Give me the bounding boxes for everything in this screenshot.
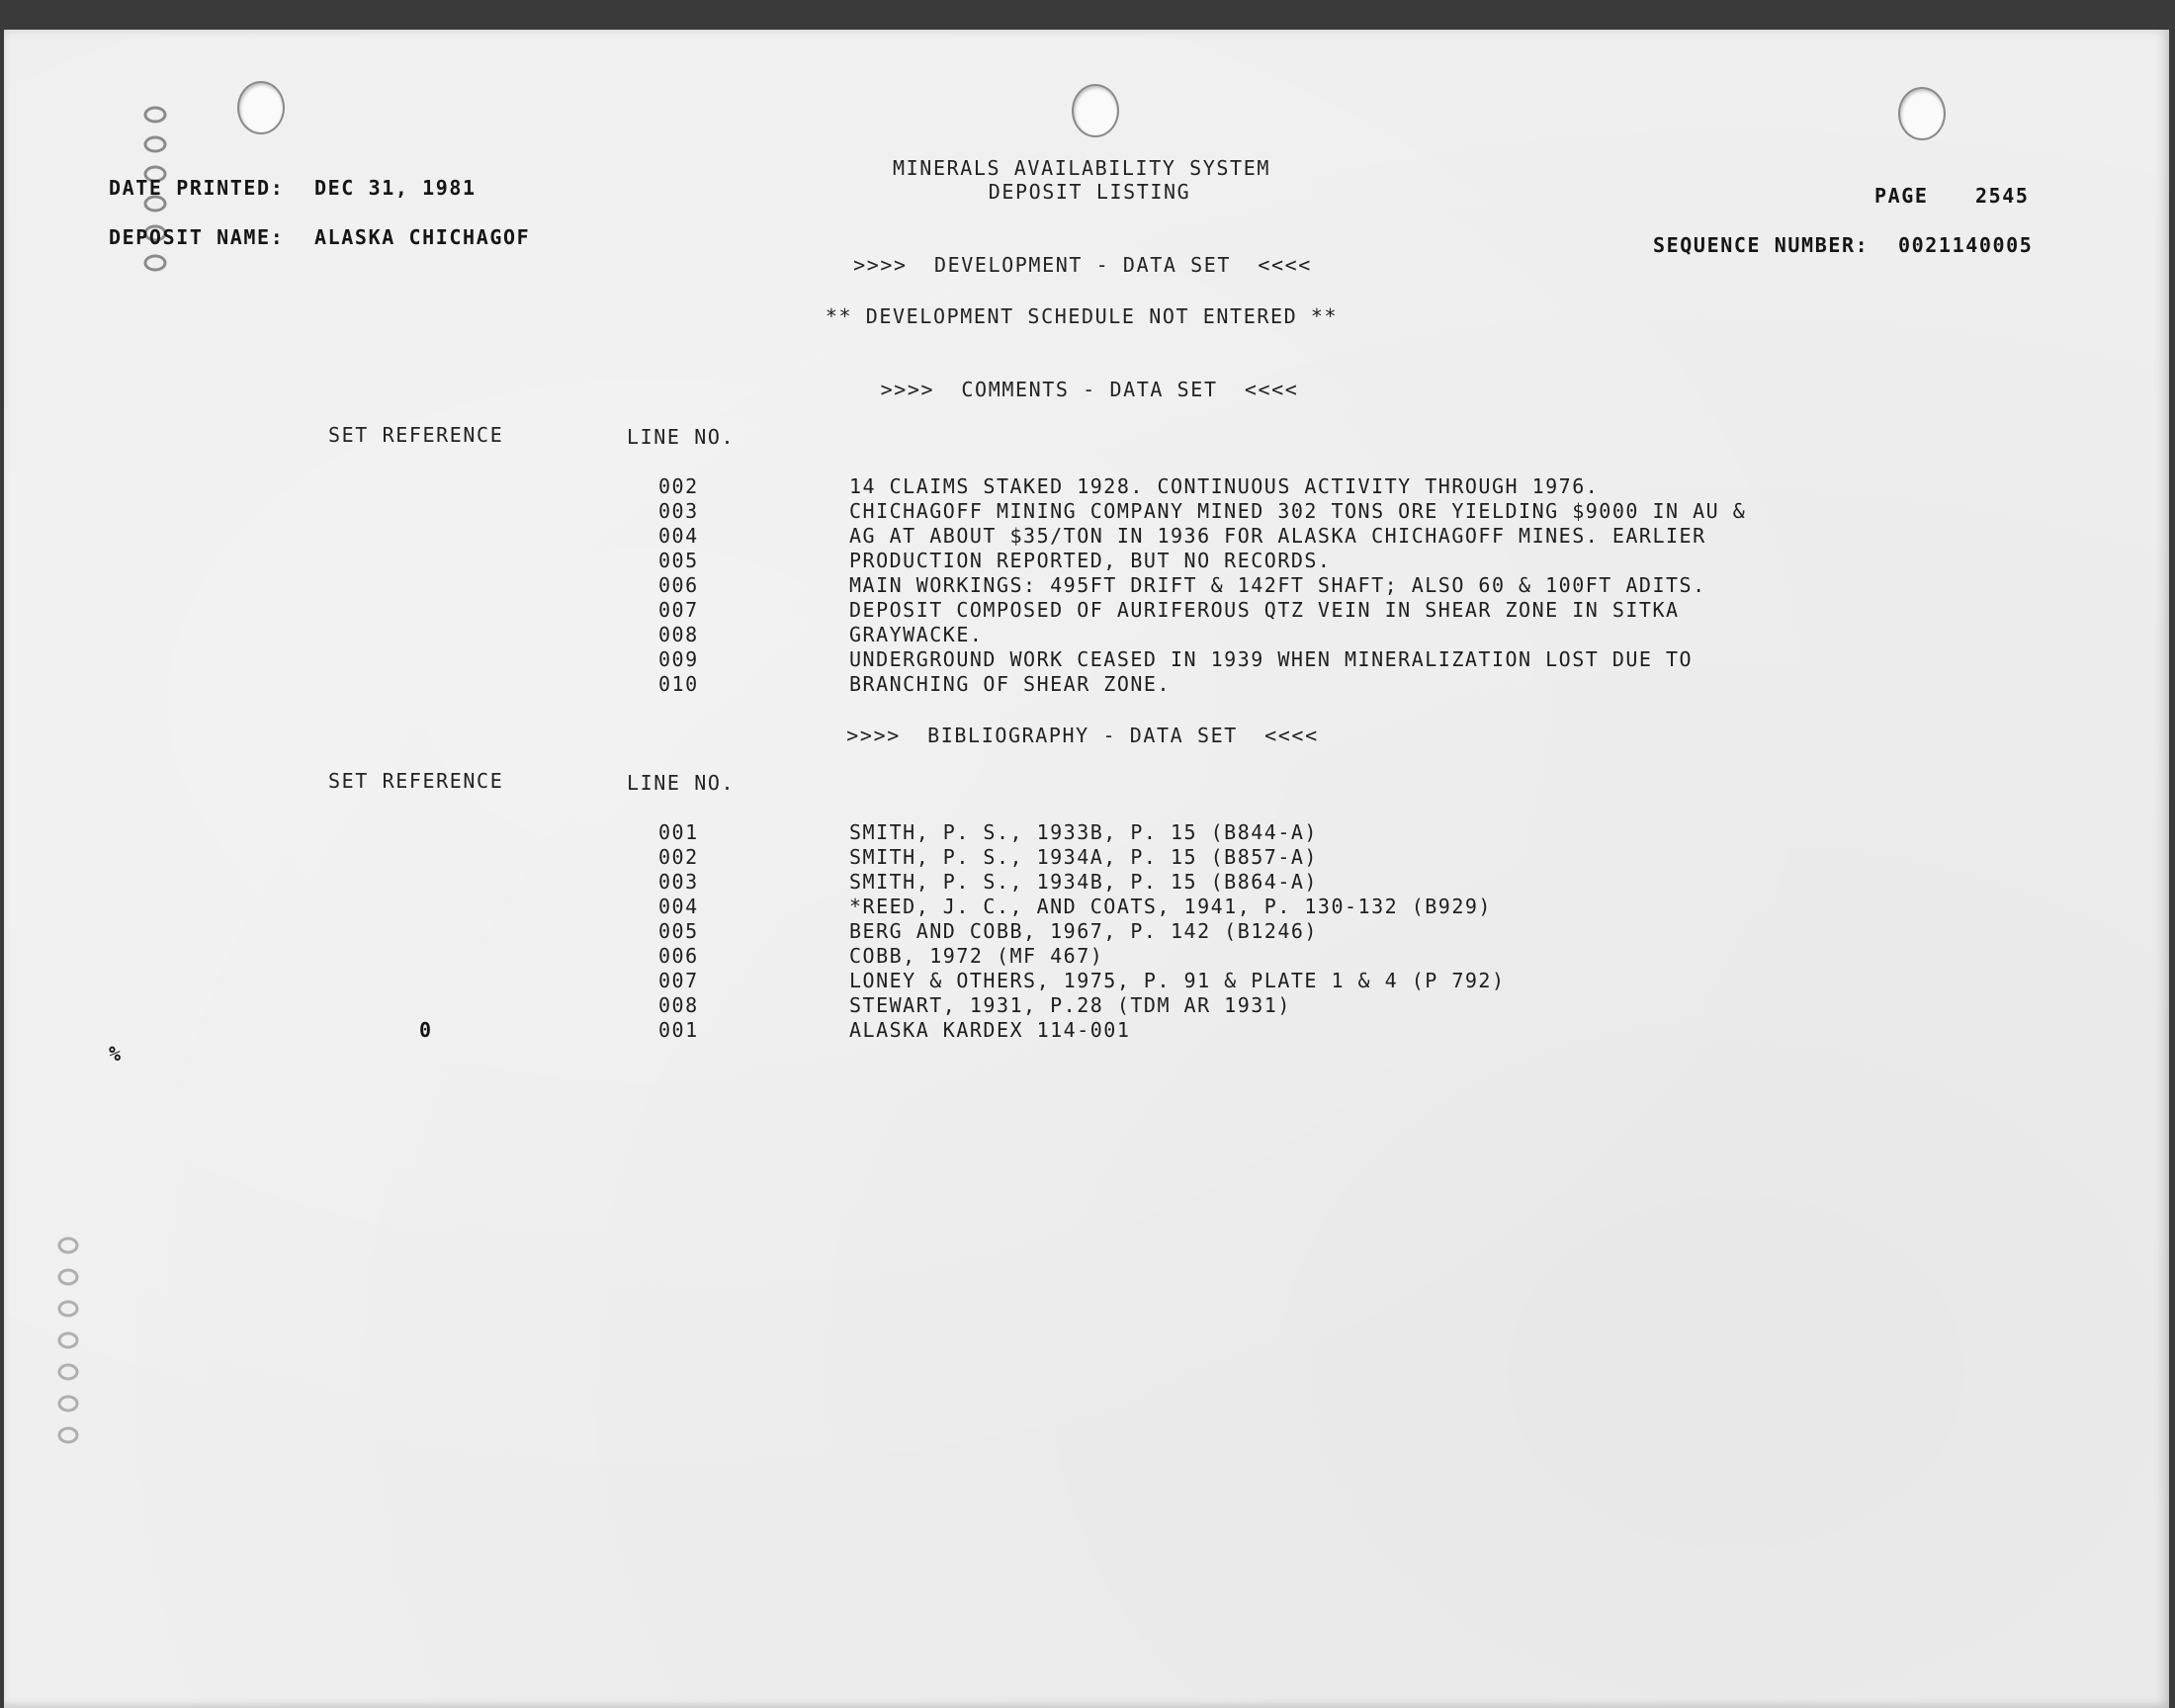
comment-text: AG AT ABOUT $35/TON IN 1936 FOR ALASKA CHICHAGOFF MINES. EARLIER: [849, 524, 1706, 548]
comment-text: UNDERGROUND WORK CEASED IN 1939 WHEN MINERALIZATION LOST DUE TO: [849, 647, 1694, 671]
binder-hole-right: [1898, 87, 1946, 140]
line-number: 009: [658, 647, 699, 671]
comment-text: BRANCHING OF SHEAR ZONE.: [849, 672, 1171, 696]
line-number: 002: [658, 474, 699, 498]
citation-text: *REED, J. C., AND COATS, 1941, P. 130-132 (B929): [849, 895, 1492, 918]
margin-stamp-bottom: [51, 1216, 85, 1463]
line-number: 010: [658, 672, 699, 696]
citation-text: SMITH, P. S., 1933B, P. 15 (B844-A): [849, 820, 1318, 844]
comments-heading: >>>> COMMENTS - DATA SET <<<<: [880, 378, 1299, 401]
line-number: 003: [658, 870, 699, 894]
line-number: 008: [658, 993, 699, 1017]
binder-hole-center: [1072, 84, 1119, 137]
comment-text: MAIN WORKINGS: 495FT DRIFT & 142FT SHAFT; ALSO 60 & 100FT ADITS.: [849, 573, 1706, 597]
comments-col-set-reference: SET REFERENCE: [328, 423, 504, 447]
line-number: 007: [658, 969, 699, 992]
comments-col-line-no: LINE NO.: [627, 425, 736, 449]
bibliography-heading: >>>> BIBLIOGRAPHY - DATA SET <<<<: [846, 724, 1319, 747]
line-number: 007: [658, 598, 699, 622]
citation-text: ALASKA KARDEX 114-001: [849, 1018, 1131, 1042]
line-number: 002: [658, 845, 699, 869]
citation-text: BERG AND COBB, 1967, P. 142 (B1246): [849, 919, 1318, 943]
development-note: ** DEVELOPMENT SCHEDULE NOT ENTERED **: [825, 304, 1339, 328]
comment-text: 14 CLAIMS STAKED 1928. CONTINUOUS ACTIVITY THROUGH 1976.: [849, 474, 1600, 498]
line-number: 003: [658, 499, 699, 523]
development-heading: >>>> DEVELOPMENT - DATA SET <<<<: [853, 253, 1312, 277]
comment-text: DEPOSIT COMPOSED OF AURIFEROUS QTZ VEIN IN SHEAR ZONE IN SITKA: [849, 598, 1680, 622]
line-number: 001: [658, 1018, 699, 1042]
line-number: 008: [658, 623, 699, 646]
deposit-name-value: ALASKA CHICHAGOF: [314, 225, 531, 249]
set-reference: 0: [419, 1018, 433, 1042]
bibliography-col-set-reference: SET REFERENCE: [328, 769, 504, 793]
deposit-name-label: DEPOSIT NAME:: [109, 225, 285, 249]
line-number: 005: [658, 919, 699, 943]
citation-text: SMITH, P. S., 1934A, P. 15 (B857-A): [849, 845, 1318, 869]
citation-text: LONEY & OTHERS, 1975, P. 91 & PLATE 1 & 4 (P 792): [849, 969, 1506, 992]
listing-title: DEPOSIT LISTING: [988, 180, 1191, 204]
line-number: 001: [658, 820, 699, 844]
line-number: 006: [658, 944, 699, 968]
margin-stamp-top: [138, 85, 172, 322]
frame-number-marks-icon: [138, 85, 172, 322]
footer-mark: %: [109, 1042, 123, 1066]
comment-text: GRAYWACKE.: [849, 623, 984, 646]
page-number: 2545: [1975, 184, 2030, 208]
document-page: [4, 30, 2169, 1708]
page-label: PAGE: [1874, 184, 1929, 208]
comment-text: PRODUCTION REPORTED, BUT NO RECORDS.: [849, 549, 1332, 572]
bibliography-col-line-no: LINE NO.: [627, 771, 736, 795]
citation-text: SMITH, P. S., 1934B, P. 15 (B864-A): [849, 870, 1318, 894]
citation-text: STEWART, 1931, P.28 (TDM AR 1931): [849, 993, 1291, 1017]
line-number: 006: [658, 573, 699, 597]
frame-number-marks-icon: [51, 1216, 85, 1463]
citation-text: COBB, 1972 (MF 467): [849, 944, 1104, 968]
line-number: 005: [658, 549, 699, 572]
line-number: 004: [658, 895, 699, 918]
date-printed-value: DEC 31, 1981: [314, 176, 477, 200]
system-title: MINERALS AVAILABILITY SYSTEM: [893, 156, 1270, 180]
date-printed-label: DATE PRINTED:: [109, 176, 285, 200]
binder-hole-left: [237, 81, 285, 134]
line-number: 004: [658, 524, 699, 548]
sequence-label: SEQUENCE NUMBER:: [1653, 233, 1870, 257]
comment-text: CHICHAGOFF MINING COMPANY MINED 302 TONS ORE YIELDING $9000 IN AU &: [849, 499, 1747, 523]
sequence-value: 0021140005: [1898, 233, 2034, 257]
